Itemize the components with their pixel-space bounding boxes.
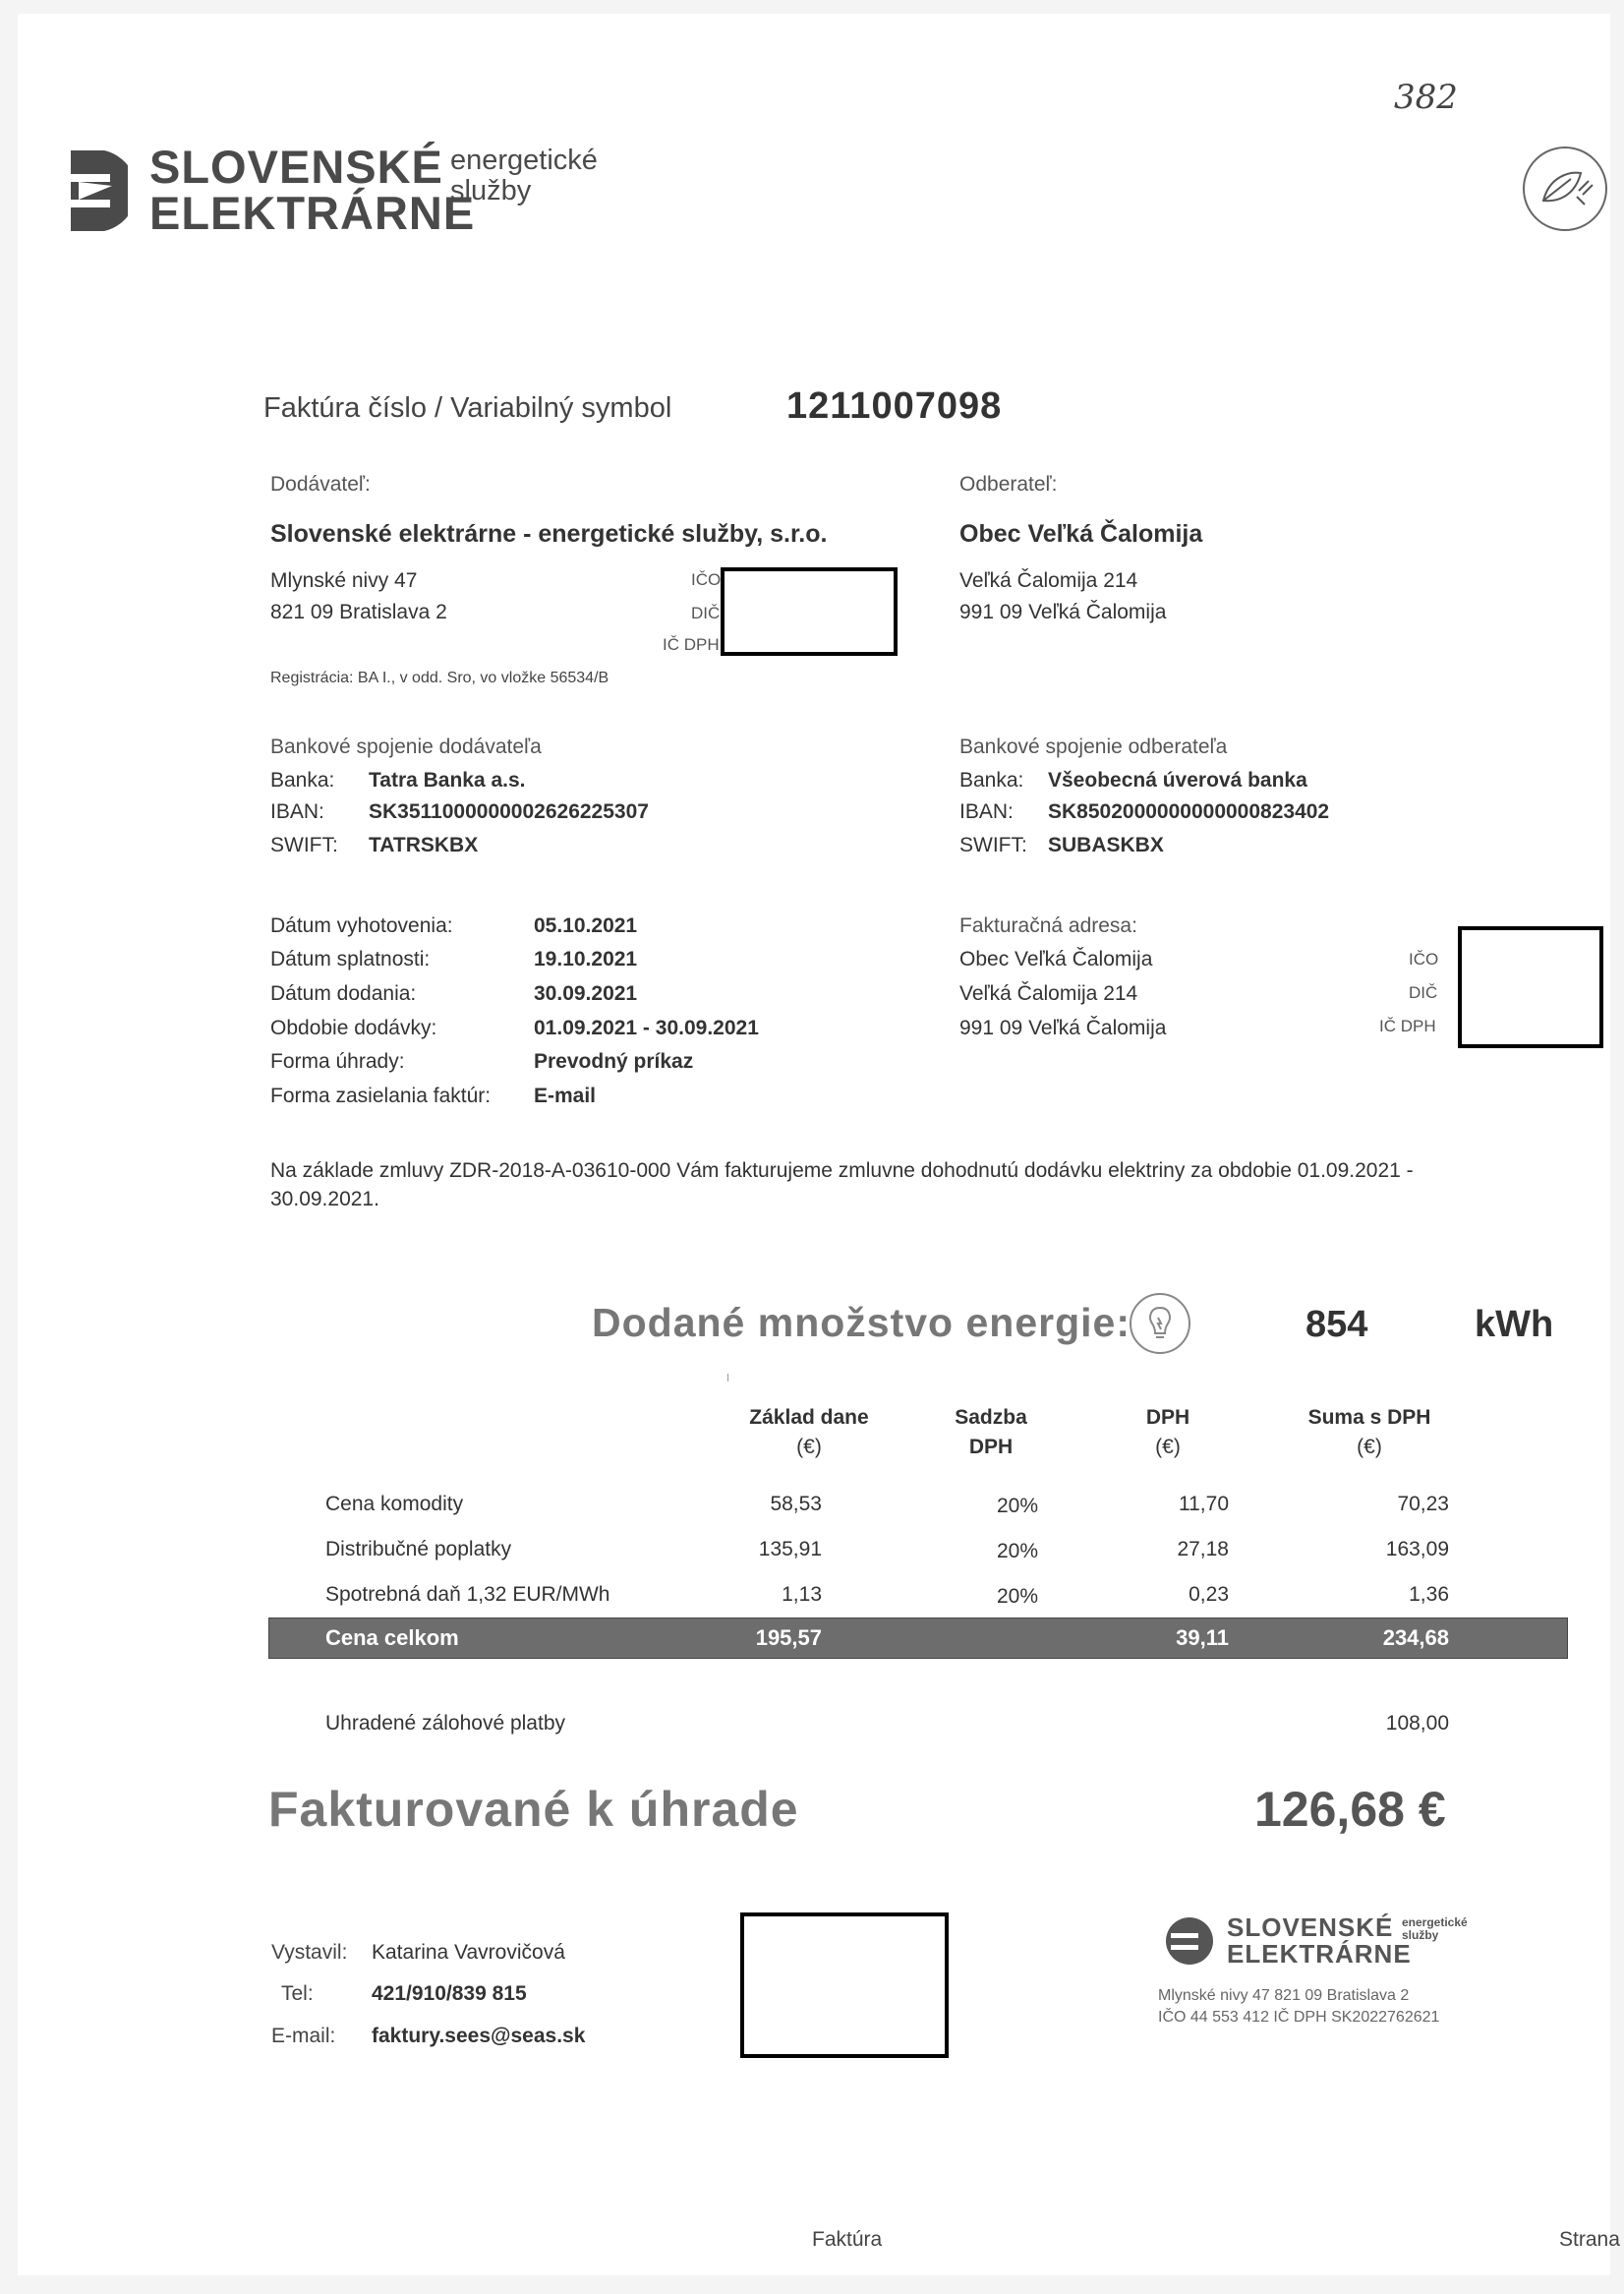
supplier-dic-label: DIČ	[691, 604, 721, 622]
customer-city: 991 09 Veľká Čalomija	[959, 601, 1167, 623]
email-value[interactable]: faktury.sees@seas.sk	[372, 2025, 586, 2047]
advance-value: 108,00	[1385, 1712, 1449, 1735]
billing-icdph-label: IČ DPH	[1379, 1017, 1436, 1035]
handwritten-note: 382	[1394, 78, 1458, 117]
tel-label: Tel:	[281, 1982, 314, 2005]
billing-dic-label: DIČ	[1409, 983, 1438, 1002]
customer-street: Veľká Čalomija 214	[959, 569, 1138, 592]
divider	[727, 1374, 728, 1382]
table-cell-total: 1,36	[1409, 1583, 1449, 1606]
date-label: Forma úhrady:	[270, 1050, 405, 1073]
table-cell-rate: 20%	[996, 1540, 1039, 1562]
supplier-bank-name: Tatra Banka a.s.	[369, 769, 526, 792]
col-header-vat: DPH (€)	[1145, 1406, 1190, 1458]
payable-amount: 126,68 €	[1254, 1782, 1446, 1837]
table-row-label: Cena komodity	[325, 1493, 464, 1515]
date-value: 30.09.2021	[534, 982, 638, 1005]
total-label: Cena celkom	[325, 1625, 459, 1650]
supplier-ico-label: IČO	[691, 570, 722, 589]
supplier-bank-heading: Bankové spojenie dodávateľa	[270, 735, 542, 758]
brand-logo-icon	[67, 147, 128, 240]
date-value: 01.09.2021 - 30.09.2021	[534, 1017, 759, 1039]
lightbulb-icon	[1127, 1290, 1193, 1362]
date-label: Dátum splatnosti:	[270, 948, 431, 971]
supplier-swift-label: SWIFT:	[270, 834, 338, 856]
supplier-iban-label: IBAN:	[270, 800, 324, 823]
tel-value: 421/910/839 815	[372, 1982, 527, 2005]
energy-unit: kWh	[1475, 1304, 1554, 1345]
date-value: 19.10.2021	[534, 948, 638, 971]
col-header-total: Suma s DPH (€)	[1307, 1406, 1431, 1458]
table-cell-base: 1,13	[782, 1583, 822, 1606]
contract-text: 30.09.2021.	[270, 1188, 379, 1210]
customer-bank-heading: Bankové spojenie odberateľa	[959, 735, 1228, 758]
brand-name: SLOVENSKÉ ELEKTRÁRNE	[149, 141, 476, 239]
table-cell-total: 70,23	[1397, 1493, 1449, 1515]
table-cell-rate: 20%	[996, 1495, 1039, 1517]
issuer-name: Katarina Vavrovičová	[372, 1941, 565, 1964]
table-cell-base: 58,53	[770, 1493, 822, 1515]
energy-label: Dodané množstvo energie:	[592, 1300, 1131, 1345]
energy-value: 854	[1305, 1304, 1368, 1345]
col-header-rate: Sadzba DPH	[955, 1406, 1027, 1458]
date-label: Obdobie dodávky:	[270, 1017, 437, 1039]
supplier-swift: TATRSKBX	[369, 834, 479, 856]
stamp-address: Mlynské nivy 47 821 09 Bratislava 2 IČO 44 553 412 IČ DPH SK2022762621	[1158, 1987, 1440, 2026]
table-cell-vat: 11,70	[1179, 1493, 1229, 1515]
table-cell-base: 135,91	[758, 1538, 822, 1560]
table-cell-total: 163,09	[1385, 1538, 1449, 1560]
customer-label: Odberateľ:	[959, 473, 1058, 496]
customer-name: Obec Veľká Čalomija	[959, 520, 1203, 548]
supplier-street: Mlynské nivy 47	[270, 569, 418, 592]
customer-swift: SUBASKBX	[1048, 834, 1164, 856]
supplier-city: 821 09 Bratislava 2	[270, 601, 447, 623]
total-sum: 234,68	[1382, 1625, 1449, 1650]
billing-street: Veľká Čalomija 214	[959, 982, 1138, 1005]
billing-city: 991 09 Veľká Čalomija	[959, 1017, 1167, 1039]
table-cell-vat: 27,18	[1177, 1538, 1229, 1560]
brand-subtitle: energetické služby	[450, 145, 598, 206]
leaf-plug-icon	[1520, 144, 1610, 239]
date-label: Forma zasielania faktúr:	[270, 1085, 492, 1107]
billing-label: Fakturačná adresa:	[959, 914, 1137, 937]
customer-iban: SK8502000000000000823402	[1048, 800, 1330, 823]
date-label: Dátum vyhotovenia:	[270, 914, 453, 937]
payable-label: Fakturované k úhrade	[268, 1782, 799, 1837]
date-value: 05.10.2021	[534, 914, 638, 937]
redaction-box	[1458, 926, 1603, 1048]
stamp-subtitle: energetické služby	[1402, 1915, 1468, 1942]
supplier-bank-label: Banka:	[270, 769, 335, 792]
supplier-label: Dodávateľ:	[270, 473, 371, 496]
invoice-number: 1211007098	[786, 385, 1003, 427]
col-header-base: Základ dane (€)	[749, 1406, 869, 1458]
total-vat: 39,11	[1176, 1625, 1229, 1650]
footer-doc-type: Faktúra	[812, 2228, 883, 2251]
table-row-label: Spotrebná daň 1,32 EUR/MWh	[325, 1583, 610, 1606]
table-row-label: Distribučné poplatky	[325, 1538, 512, 1560]
invoice-page	[18, 14, 1620, 2275]
customer-bank-name: Všeobecná úverová banka	[1048, 769, 1307, 792]
stamp-brand: SLOVENSKÉ ELEKTRÁRNE	[1227, 1912, 1412, 1969]
supplier-registration: Registrácia: BA I., v odd. Sro, vo vložke 56534/B	[270, 670, 609, 686]
date-label: Dátum dodania:	[270, 982, 417, 1005]
issuer-label: Vystavil:	[271, 1941, 348, 1964]
supplier-name: Slovenské elektrárne - energetické služby, s.r.o.	[270, 520, 828, 548]
supplier-icdph-label: IČ DPH	[663, 635, 720, 654]
total-base: 195,57	[755, 1625, 822, 1650]
contract-text: Na základe zmluvy ZDR-2018-A-03610-000 Vám fakturujeme zmluvne dohodnutú dodávku elektriny za obdobie 01.09.2021 -	[270, 1159, 1414, 1182]
advance-label: Uhradené zálohové platby	[325, 1712, 566, 1735]
date-value: E-mail	[534, 1085, 597, 1107]
customer-swift-label: SWIFT:	[959, 834, 1027, 856]
footer-page-label: Strana	[1559, 2228, 1620, 2251]
billing-ico-label: IČO	[1409, 950, 1439, 969]
table-cell-vat: 0,23	[1189, 1583, 1229, 1606]
customer-iban-label: IBAN:	[959, 800, 1014, 823]
supplier-iban: SK3511000000002626225307	[369, 800, 649, 823]
invoice-title: Faktúra číslo / Variabilný symbol	[263, 392, 672, 424]
date-value: Prevodný príkaz	[534, 1050, 694, 1073]
billing-name: Obec Veľká Čalomija	[959, 948, 1153, 971]
table-cell-rate: 20%	[996, 1585, 1039, 1608]
email-label: E-mail:	[271, 2025, 336, 2047]
stamp-logo-icon	[1163, 1914, 1216, 1972]
redaction-box	[721, 567, 898, 656]
redaction-box	[740, 1912, 949, 2058]
customer-bank-label: Banka:	[959, 769, 1024, 792]
